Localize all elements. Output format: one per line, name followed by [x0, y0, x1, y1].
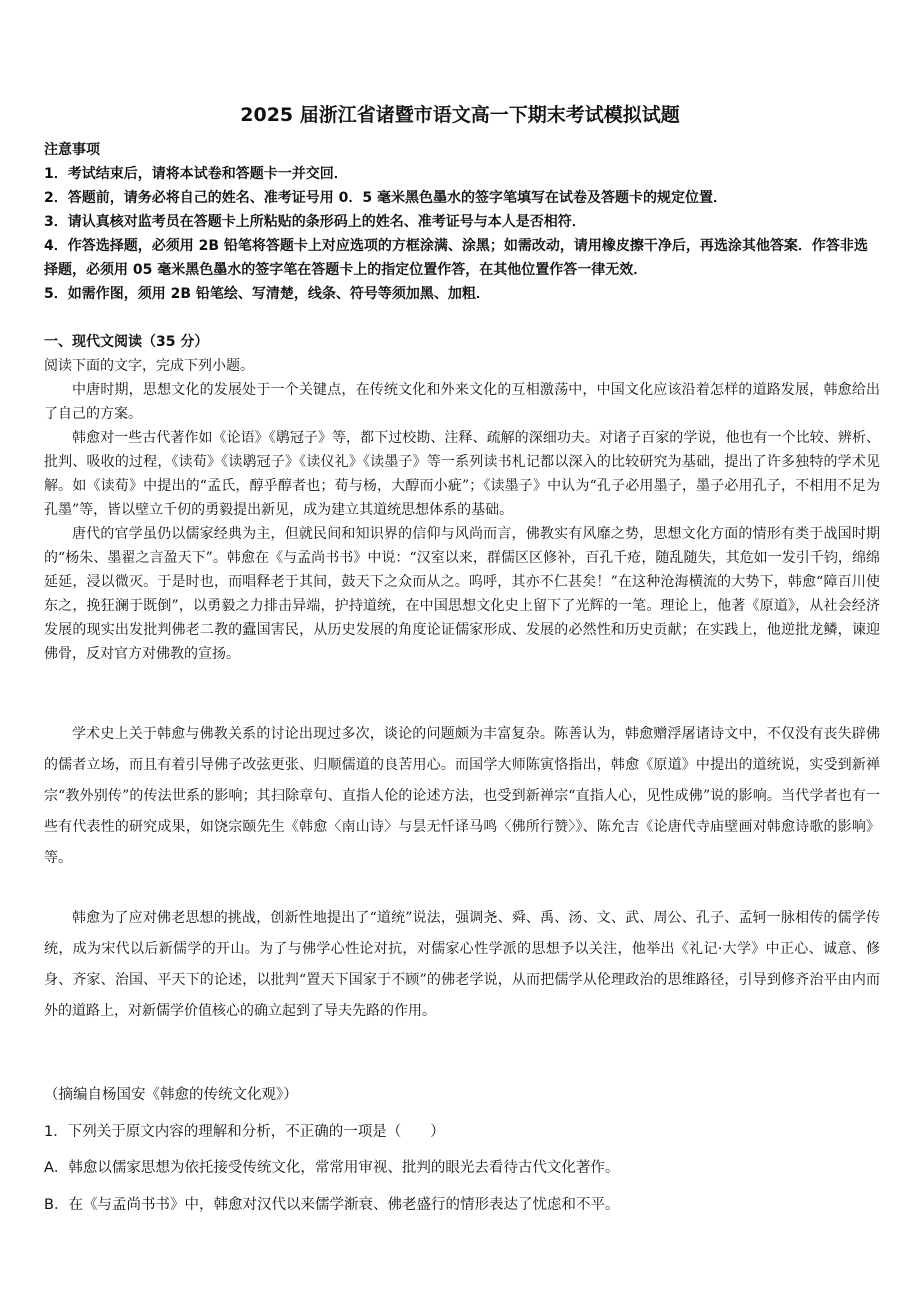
passage-paragraph: 韩愈对一些古代著作如《论语》《鹖冠子》等，都下过校勘、注释、疏解的深细功夫。对诸子百家的学说，他也有一个比较、辨析、批判、吸收的过程，《读荀》《读鹖冠子》《读仪礼》《读墨子》等一系列读书札记都以深入的比较研究为基础，提出了许多独特的学术见解。如《读荀》中提出的“孟氏，醇乎醇者也；荀与杨，大醇而小疵”；《读墨子》中认为“孔子必用墨子，墨子必用孔子，不相用不足为孔墨”等，皆以壁立千仞的勇毅提出新见，成为建立其道统思想体系的基础。 [44, 430, 880, 518]
notice-block [44, 138, 880, 306]
passage-paragraph: 中唐时期，思想文化的发展处于一个关键点，在传统文化和外来文化的互相激荡中，中国文化应该沿着怎样的道路发展，韩愈给出了自己的方案。 [44, 382, 880, 422]
question-stem: 1．下列关于原文内容的理解和分析，不正确的一项是（ ） [44, 1124, 445, 1140]
question-option-a: A．韩愈以儒家思想为依托接受传统文化，常常用审视、批判的眼光去看待古代文化著作。 [44, 1160, 620, 1176]
section-instruction: 阅读下面的文字，完成下列小题。 [44, 358, 254, 374]
notice-item: 2．答题前，请务必将自己的姓名、准考证号用 0．5 毫米黑色墨水的签字笔填写在试卷及答题卡的规定位置． [44, 190, 727, 206]
section-heading: 一、现代文阅读（35 分） [44, 334, 209, 350]
notice-item: 4．作答选择题，必须用 2B 铅笔将答题卡上对应选项的方框涂满、涂黑；如需改动，请用橡皮擦干净后，再选涂其他答案．作答非选择题，必须用 05 毫米黑色墨水的签字笔在答题卡上的指定位置作答，在其他位置作答一律无效． [44, 238, 868, 278]
reading-section-continued [44, 719, 880, 874]
reading-section-continued [44, 903, 880, 1027]
notice-item: 5．如需作图，须用 2B 铅笔绘、写清楚，线条、符号等须加黑、加粗． [44, 286, 490, 302]
notice-item: 1．考试结束后，请将本试卷和答题卡一并交回． [44, 166, 348, 182]
reading-section [44, 330, 880, 666]
passage-paragraph: 韩愈为了应对佛老思想的挑战，创新性地提出了“道统”说法，强调尧、舜、禹、汤、文、武、周公、孔子、孟轲一脉相传的儒学传统，成为宋代以后新儒学的开山。为了与佛学心性论对抗，对儒家心性学派的思想予以关注，他举出《礼记·大学》中正心、诚意、修身、齐家、治国、平天下的论述，以批判“置天下国家于不顾”的佛老学说，从而把儒学从伦理政治的思维路径，引导到修齐治平由内而外的道路上，对新儒学价值核心的确立起到了导夫先路的作用。 [44, 910, 880, 1019]
notice-heading: 注意事项 [44, 142, 100, 158]
passage-paragraph: 唐代的官学虽仍以儒家经典为主，但就民间和知识界的信仰与风尚而言，佛教实有风靡之势，思想文化方面的情形有类于战国时期的“杨朱、墨翟之言盈天下”。韩愈在《与孟尚书书》中说：“汉室以来，群儒区区修补，百孔千疮，随乱随失，其危如一发引千钧，绵绵延延，浸以微灭。于是时也，而唱释老于其间，鼓天下之众而从之。呜呼，其亦不仁甚矣！”在这种沧海横流的大势下，韩愈“障百川使东之，挽狂澜于既倒”，以勇毅之力排击异端，护持道统，在中国思想文化史上留下了光辉的一笔。理论上，他著《原道》，从社会经济发展的现实出发批判佛老二教的蠹国害民，从历史发展的角度论证儒家形成、发展的必然性和历史贡献；在实践上，他逆批龙鳞，谏迎佛骨，反对官方对佛教的宣扬。 [44, 526, 880, 662]
source-note: （摘编自杨国安《韩愈的传统文化观》） [44, 1087, 298, 1103]
passage-paragraph: 学术史上关于韩愈与佛教关系的讨论出现过多次，谈论的问题颇为丰富复杂。陈善认为，韩愈赠浮屠诸诗文中，不仅没有丧失辟佛的儒者立场，而且有着引导佛子改弦更张、归顺儒道的良苦用心。而国学大师陈寅恪指出，韩愈《原道》中提出的道统说，实受到新禅宗“教外别传”的传法世系的影响；其扫除章句、直指人伦的论述方法，也受到新禅宗“直指人心，见性成佛”说的影响。当代学者也有一些有代表性的研究成果，如饶宗颐先生《韩愈〈南山诗〉与昙无忏译马鸣〈佛所行赞〉》、陈允吉《论唐代寺庙壁画对韩愈诗歌的影响》等。 [44, 726, 880, 866]
question-option-b: B．在《与孟尚书书》中，韩愈对汉代以来儒学渐衰、佛老盛行的情形表达了忧虑和不平。 [44, 1197, 620, 1213]
exam-title: 2025 届浙江省诸暨市语文高一下期末考试模拟试题 [240, 104, 680, 126]
notice-item: 3．请认真核对监考员在答题卡上所粘贴的条形码上的姓名、准考证号与本人是否相符． [44, 214, 586, 230]
